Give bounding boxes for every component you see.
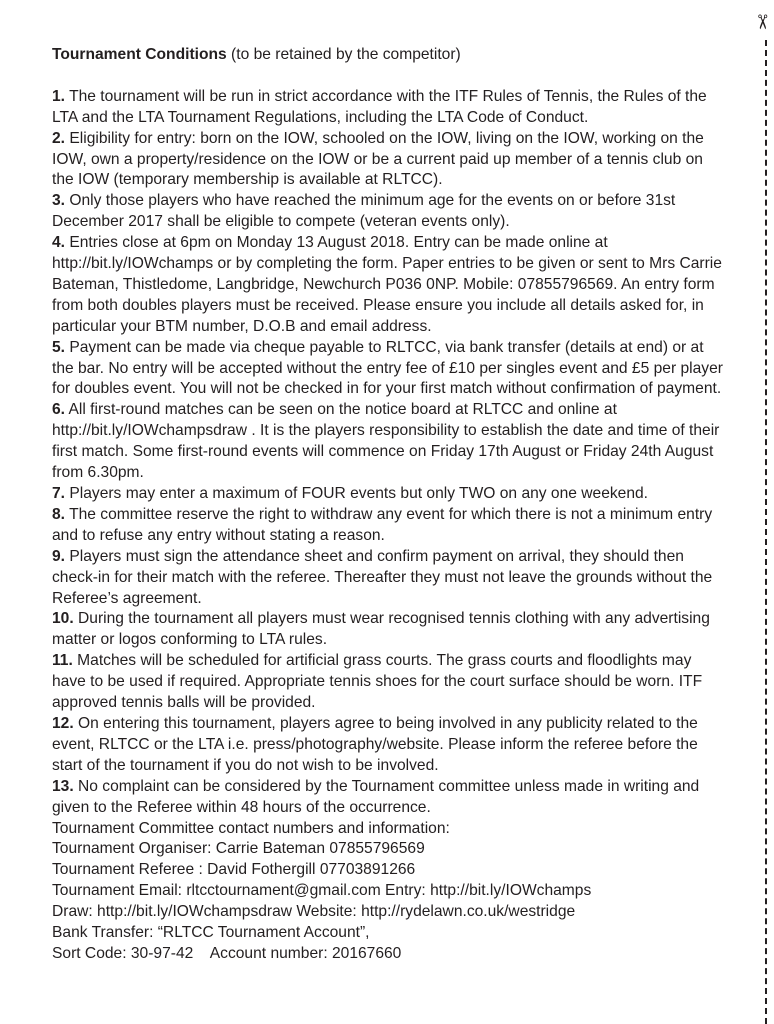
condition-item bbox=[52, 191, 728, 233]
condition-text: The committee reserve the right to withdraw any event for which there is not a minimum entry and to refuse any entry without stating a reason. bbox=[52, 505, 713, 544]
contact-heading: Tournament Committee contact numbers and information: bbox=[52, 819, 450, 837]
condition-text: Entries close at 6pm on Monday 13 August 2018. Entry can be made online at http://bit.ly/IOWchamps or by completing the form. Paper entries to be given or sent to Mrs Carrie Bateman, Thistledome, Langbridge, Newchurch P036 0NP. Mobile: 07855796569. An entry form from both doubles players must be received. Please ensure you include all details asked for, in particular your BTM number, D.O.B and email address. bbox=[52, 234, 722, 335]
contact-organiser: Tournament Organiser: Carrie Bateman 07855796569 bbox=[52, 840, 425, 858]
condition-text: All first-round matches can be seen on the notice board at RLTCC and online at http://bit.ly/IOWchampsdraw . It is the players responsibility to establish the date and time of their first match. Some first-round events will commence on Friday 17th August or Friday 24th August from 6.30pm. bbox=[52, 401, 720, 482]
condition-item bbox=[52, 233, 728, 338]
condition-number: 6. bbox=[52, 401, 66, 419]
condition-number: 2. bbox=[52, 129, 66, 147]
condition-text: Matches will be scheduled for artificial grass courts. The grass courts and floodlights may have to be used if required. Appropriate tennis shoes for the court surface should be worn. ITF approved tennis balls will be provided. bbox=[52, 652, 703, 712]
condition-item bbox=[52, 609, 728, 651]
condition-number: 5. bbox=[52, 338, 66, 356]
condition-item bbox=[52, 651, 728, 714]
condition-text: Only those players who have reached the minimum age for the events on or before 31st December 2017 shall be eligible to compete (veteran events only). bbox=[52, 192, 676, 231]
condition-item bbox=[52, 505, 728, 547]
conditions-list bbox=[52, 87, 728, 819]
contact-email-entry: Tournament Email: rltcctournament@gmail.com Entry: http://bit.ly/IOWchamps bbox=[52, 882, 592, 900]
condition-number: 12. bbox=[52, 714, 74, 732]
condition-number: 11. bbox=[52, 652, 73, 670]
contact-sort-code: Sort Code: 30-97-42 Account number: 20167660 bbox=[52, 944, 402, 962]
heading-title: Tournament Conditions bbox=[52, 46, 227, 63]
contact-info bbox=[52, 819, 728, 965]
condition-text: During the tournament all players must wear recognised tennis clothing with any advertising matter or logos conforming to LTA rules. bbox=[52, 610, 710, 649]
document bbox=[52, 45, 728, 965]
condition-text: Players may enter a maximum of FOUR events but only TWO on any one weekend. bbox=[69, 485, 649, 503]
condition-number: 3. bbox=[52, 192, 66, 210]
condition-number: 10. bbox=[52, 610, 74, 628]
condition-item bbox=[52, 400, 728, 484]
condition-item bbox=[52, 484, 728, 505]
condition-number: 13. bbox=[52, 777, 74, 795]
page-title bbox=[52, 45, 728, 66]
condition-number: 8. bbox=[52, 505, 66, 523]
contact-referee: Tournament Referee : David Fothergill 07703891266 bbox=[52, 861, 416, 879]
condition-text: Payment can be made via cheque payable to RLTCC, via bank transfer (details at end) or at the bar. No entry will be accepted without the entry fee of £10 per singles event and £5 per player for doubles event. You will not be checked in for your first match without confirmation of payment. bbox=[52, 338, 723, 398]
cut-line bbox=[765, 40, 767, 1024]
scissors-icon: ✂ bbox=[750, 13, 774, 31]
contact-bank-transfer: Bank Transfer: “RLTCC Tournament Account”, bbox=[52, 924, 370, 942]
condition-number: 7. bbox=[52, 485, 66, 503]
condition-item bbox=[52, 338, 728, 401]
condition-text: On entering this tournament, players agree to being involved in any publicity related to the event, RLTCC or the LTA i.e. press/photography/website. Please inform the referee before the start of the tournament if you do not wish to be involved. bbox=[52, 714, 698, 774]
condition-text: Players must sign the attendance sheet and confirm payment on arrival, they should then check-in for their match with the referee. Thereafter they must not leave the grounds without the Referee’s agreement. bbox=[52, 547, 713, 607]
heading-subtitle: (to be retained by the competitor) bbox=[231, 46, 461, 63]
condition-item bbox=[52, 777, 728, 819]
condition-item bbox=[52, 714, 728, 777]
condition-text: Eligibility for entry: born on the IOW, schooled on the IOW, living on the IOW, working on the IOW, own a property/residence on the IOW or be a current paid up member of a tennis club on the IOW (temporary membership is available at RLTCC). bbox=[52, 129, 704, 189]
contact-draw-website: Draw: http://bit.ly/IOWchampsdraw Website: http://rydelawn.co.uk/westridge bbox=[52, 903, 576, 921]
condition-item bbox=[52, 87, 728, 129]
condition-number: 4. bbox=[52, 234, 66, 252]
condition-text: The tournament will be run in strict accordance with the ITF Rules of Tennis, the Rules of the LTA and the LTA Tournament Regulations, including the LTA Code of Conduct. bbox=[52, 87, 707, 126]
condition-number: 1. bbox=[52, 87, 66, 105]
condition-item bbox=[52, 129, 728, 192]
condition-item bbox=[52, 547, 728, 610]
condition-text: No complaint can be considered by the Tournament committee unless made in writing and given to the Referee within 48 hours of the occurrence. bbox=[52, 777, 700, 816]
condition-number: 9. bbox=[52, 547, 66, 565]
